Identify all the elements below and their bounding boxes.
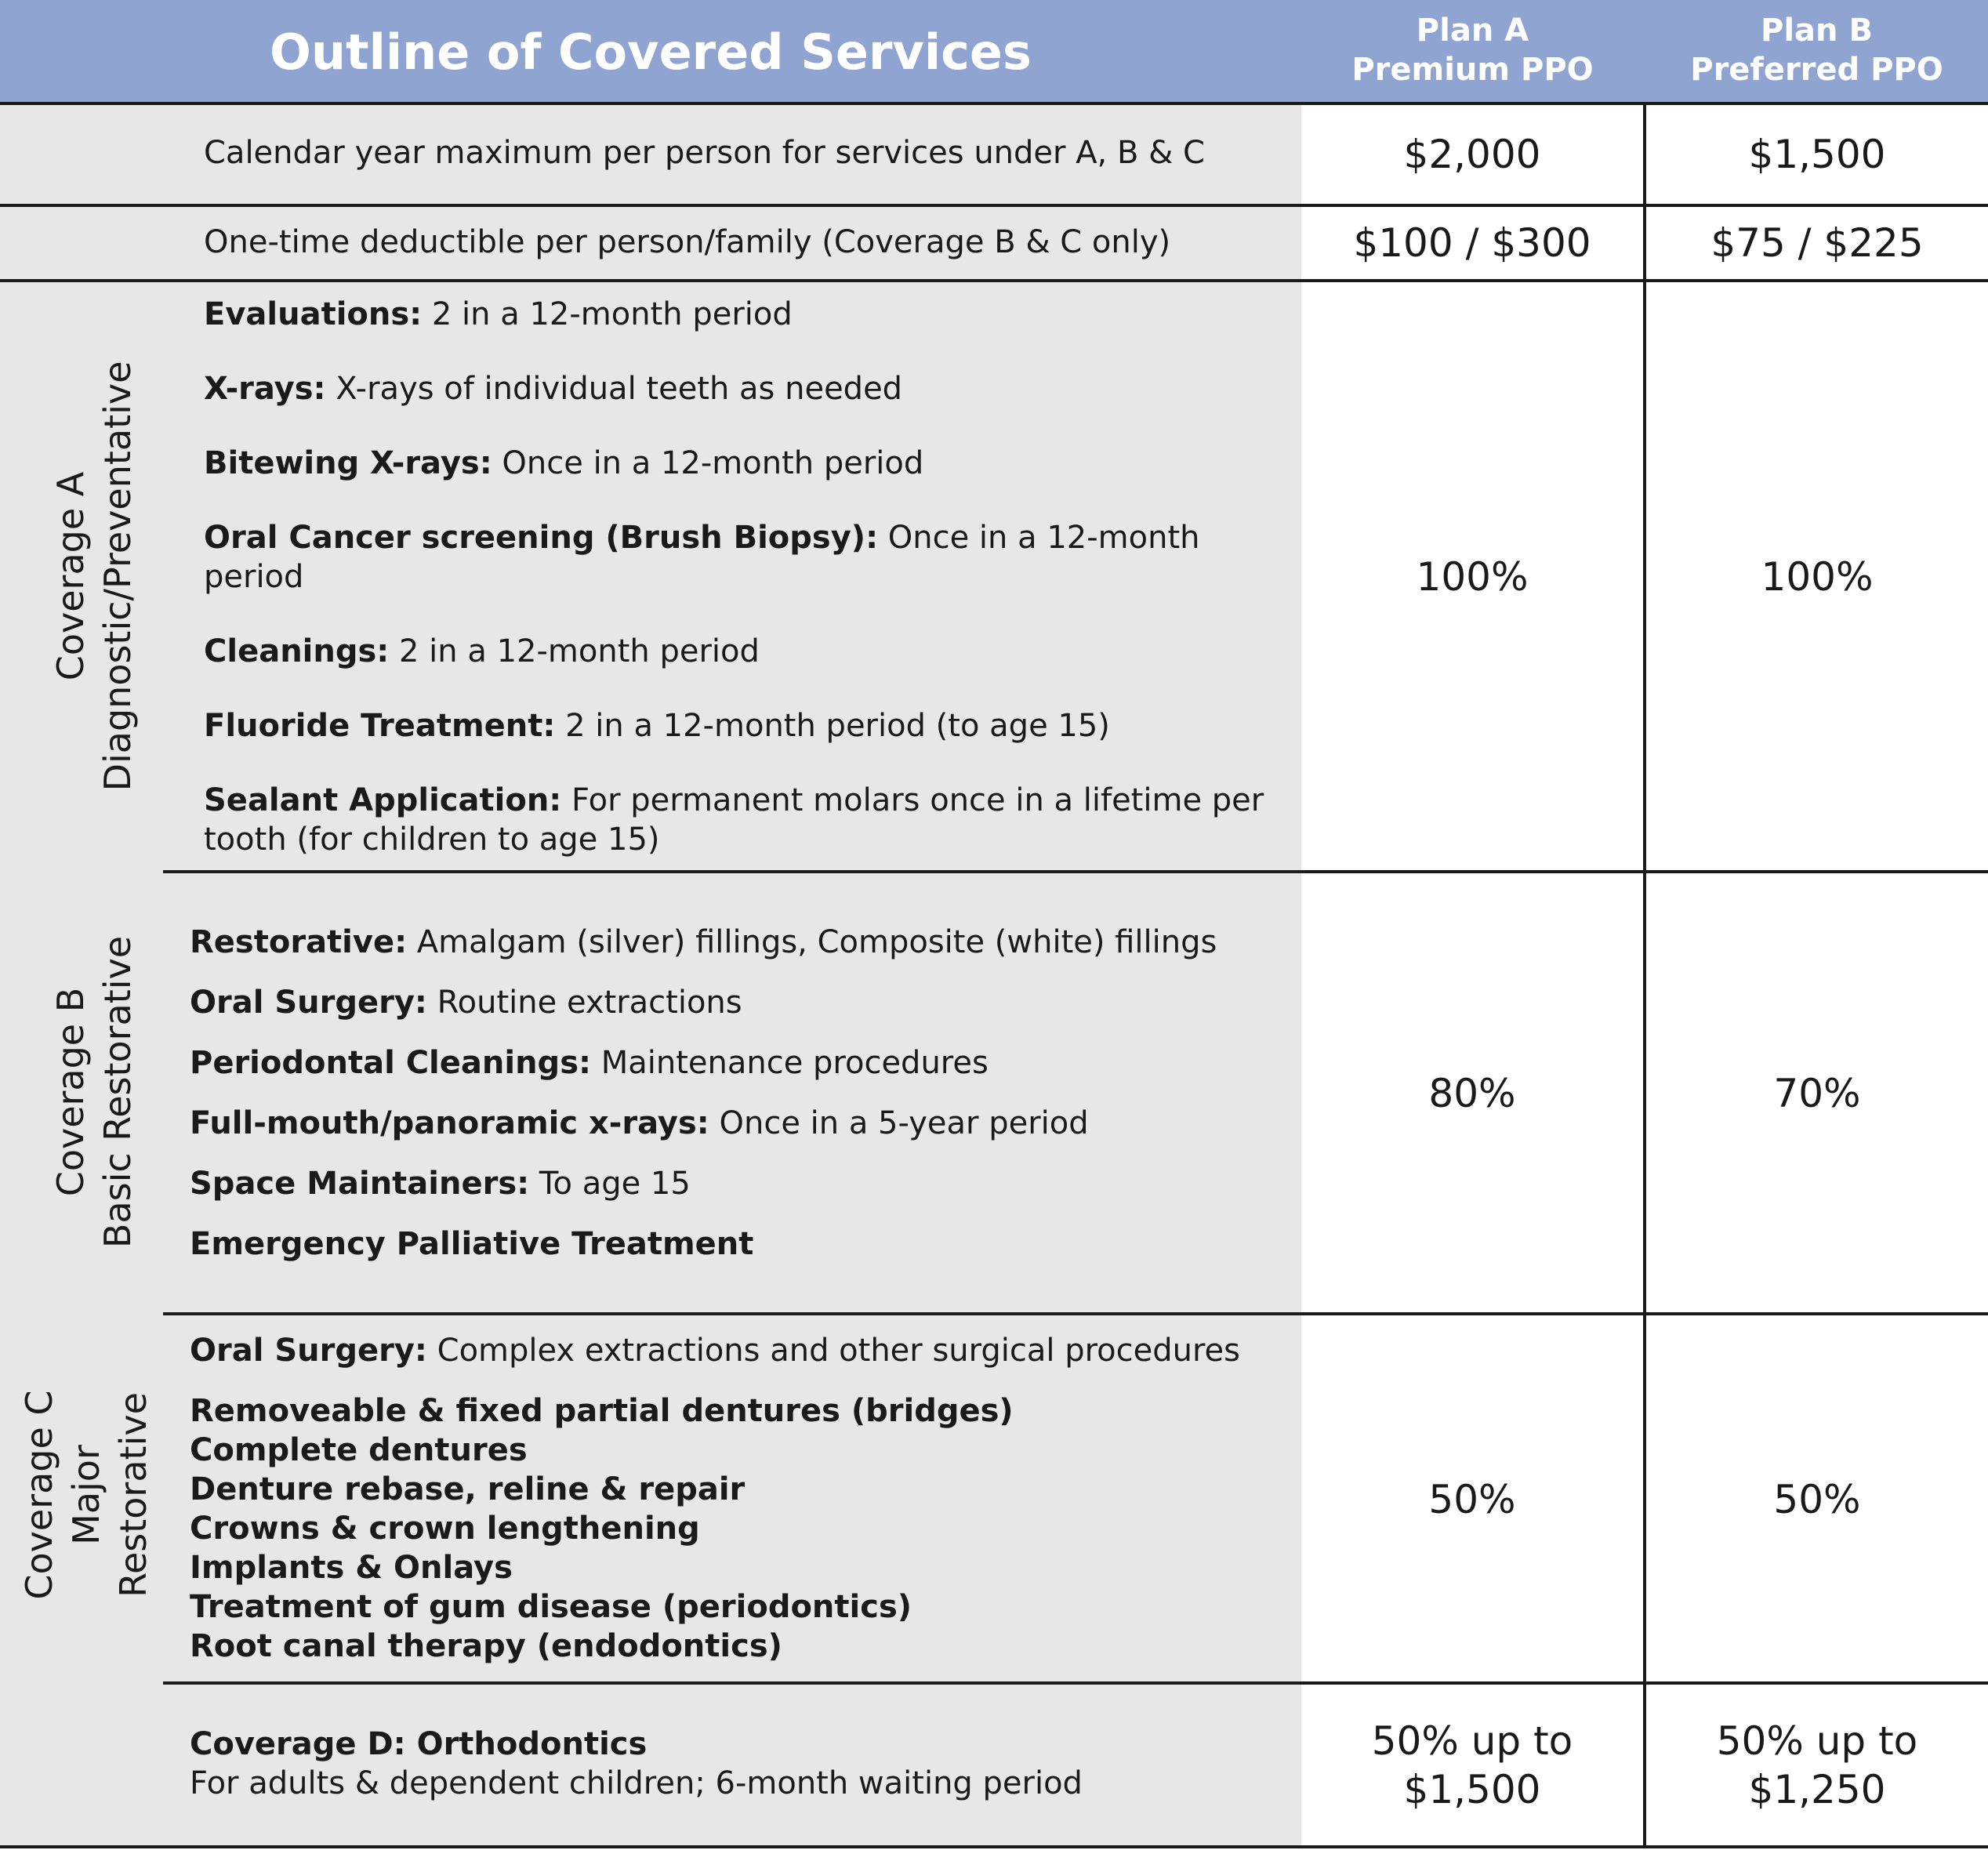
- list-item: Root canal therapy (endodontics): [190, 1628, 782, 1664]
- coverage-c-label: [16, 1181, 157, 1808]
- coverage-a-title: Coverage A: [49, 471, 92, 681]
- coverage-d-plan-b-amount: $1,250: [1748, 1766, 1886, 1812]
- list-item: Sealant Application: For permanent molars once in a lifetime per tooth (for children to age 15): [204, 782, 1264, 858]
- coverage-b-plan-a: 80%: [1428, 1071, 1516, 1116]
- coverage-a-plan-a: 100%: [1416, 554, 1529, 600]
- page-title: Outline of Covered Services: [270, 24, 1032, 81]
- calendar-max-label: Calendar year maximum per person for services under A, B & C: [204, 135, 1205, 171]
- list-item: X-rays: X-rays of individual teeth as needed: [204, 371, 903, 407]
- coverage-d-title: Coverage D: Orthodontics: [190, 1726, 648, 1762]
- coverage-c-subtitle: Major: [65, 1445, 107, 1545]
- coverage-c-subtitle: Restorative: [112, 1392, 154, 1598]
- deductible-label: One-time deductible per person/family (Coverage B & C only): [204, 224, 1171, 260]
- coverage-d-cell: [190, 1725, 1287, 1803]
- coverage-d-plan-b: [1646, 1685, 1988, 1845]
- list-item: Oral Surgery: Routine extractions: [190, 985, 742, 1021]
- calendar-max-plan-b: $1,500: [1748, 132, 1886, 177]
- list-item: Oral Cancer screening (Brush Biopsy): Once in a 12-month period: [204, 520, 1200, 595]
- list-item: Oral Surgery: Complex extractions and other surgical procedures: [190, 1333, 1241, 1369]
- list-item: Restorative: Amalgam (silver) fillings, Composite (white) fillings: [190, 924, 1217, 960]
- coverage-d-plan-a: [1301, 1685, 1643, 1845]
- coverage-c-plan-b: 50%: [1773, 1476, 1861, 1522]
- list-item: Denture rebase, reline & repair: [190, 1471, 746, 1507]
- calendar-max-plan-a: $2,000: [1403, 132, 1541, 177]
- list-item: Implants & Onlays: [190, 1550, 513, 1586]
- coverage-d-plan-a-amount: $1,500: [1403, 1766, 1541, 1812]
- coverage-b-title: Coverage B: [49, 987, 92, 1197]
- list-item: Evaluations: 2 in a 12-month period: [204, 296, 793, 332]
- deductible-plan-b: $75 / $225: [1710, 220, 1924, 266]
- plan-b-name: Plan B: [1761, 13, 1873, 49]
- plan-a-name: Plan A: [1416, 13, 1529, 49]
- coverage-d-plan-b-line: 50% up to: [1716, 1718, 1918, 1764]
- list-item: Periodontal Cleanings: Maintenance procedures: [190, 1045, 989, 1081]
- coverage-c-bold-list: [190, 1391, 1287, 1666]
- list-item: Crowns & crown lengthening: [190, 1511, 700, 1547]
- list-item: Treatment of gum disease (periodontics): [190, 1589, 912, 1625]
- coverage-a-plan-b: 100%: [1761, 554, 1874, 600]
- plan-b-header: [1645, 11, 1988, 97]
- list-item: Removeable & fixed partial dentures (bridges): [190, 1393, 1014, 1429]
- plan-a-header: [1301, 11, 1644, 97]
- coverage-b-subtitle: Basic Restorative: [96, 935, 139, 1249]
- deductible-plan-a: $100 / $300: [1353, 220, 1591, 266]
- coverage-d-plan-a-line: 50% up to: [1371, 1718, 1573, 1764]
- divider: [0, 1845, 1988, 1848]
- list-item: Fluoride Treatment: 2 in a 12-month period (to age 15): [204, 708, 1110, 744]
- list-item: Complete dentures: [190, 1432, 528, 1468]
- coverage-a-subtitle: Diagnostic/Preventative: [96, 361, 139, 792]
- list-item: Emergency Palliative Treatment: [190, 1226, 754, 1262]
- coverage-c-plan-a: 50%: [1428, 1476, 1516, 1522]
- list-item: Space Maintainers: To age 15: [190, 1166, 691, 1202]
- list-item: Cleanings: 2 in a 12-month period: [204, 633, 760, 669]
- plan-a-type: Premium PPO: [1351, 52, 1594, 88]
- list-item: Bitewing X-rays: Once in a 12-month period: [204, 445, 924, 481]
- coverage-c-title: Coverage C: [18, 1390, 60, 1600]
- coverage-b-plan-b: 70%: [1773, 1071, 1861, 1116]
- plan-b-type: Preferred PPO: [1690, 52, 1943, 88]
- coverage-d-desc: For adults & dependent children; 6-month waiting period: [190, 1765, 1083, 1801]
- list-item: Full-mouth/panoramic x-rays: Once in a 5-year period: [190, 1105, 1089, 1141]
